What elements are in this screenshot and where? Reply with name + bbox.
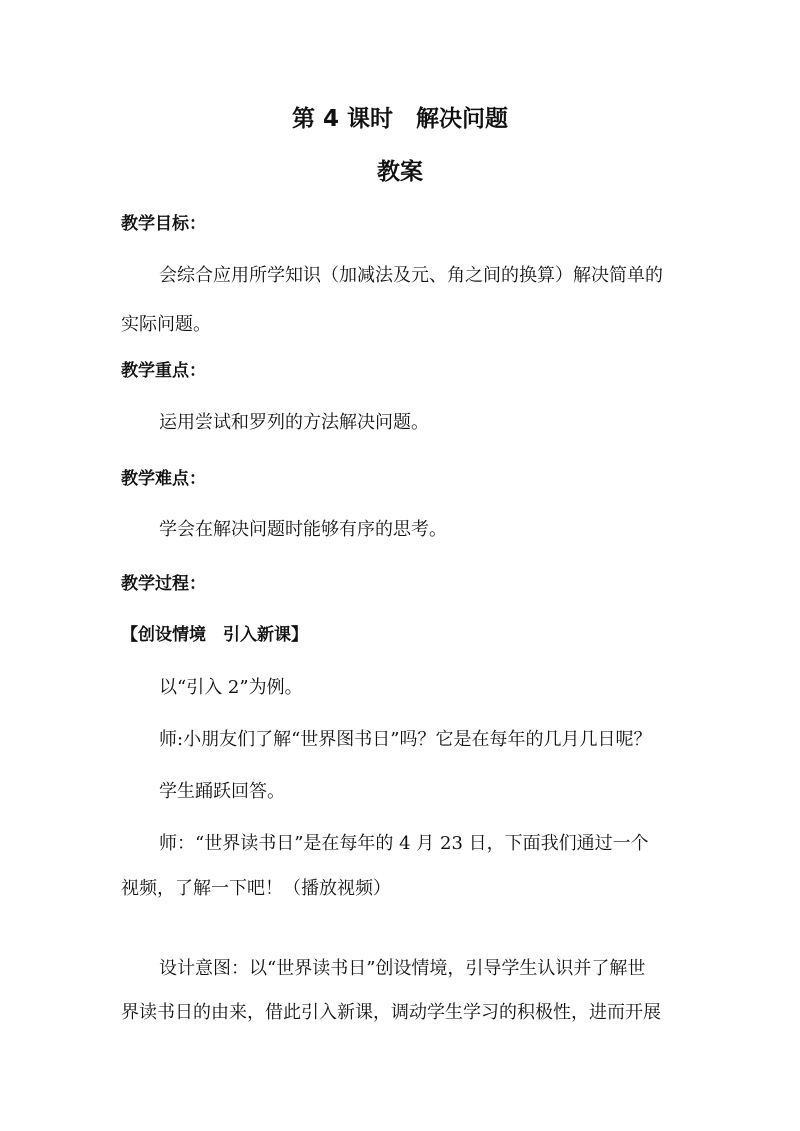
design-intent-line1: 设计意图：以“世界读书日”创设情境，引导学生认识并了解世 xyxy=(159,958,646,979)
section-heading: 【创设情境 引入新课】 xyxy=(121,625,308,645)
lesson-title: 第 4 课时 解决问题 xyxy=(291,106,509,132)
lesson-subtitle: 教案 xyxy=(377,159,423,185)
process-heading: 教学过程： xyxy=(121,574,206,594)
difficulty-text: 学会在解决问题时能够有序的思考。 xyxy=(159,519,447,540)
difficulty-heading: 教学难点： xyxy=(121,469,206,489)
focus-heading: 教学重点： xyxy=(121,361,206,381)
goal-text-line1: 会综合应用所学知识（加减法及元、角之间的换算）解决简单的 xyxy=(159,265,663,286)
goal-text-line2: 实际问题。 xyxy=(121,314,211,335)
paragraph-teacher-explain-line2: 视频，了解一下吧！（播放视频） xyxy=(121,878,391,899)
focus-text: 运用尝试和罗列的方法解决问题。 xyxy=(159,412,429,433)
paragraph-intro: 以“引入 2”为例。 xyxy=(159,677,303,698)
paragraph-student-answer: 学生踊跃回答。 xyxy=(159,781,285,802)
paragraph-teacher-explain-line1: 师：“世界读书日”是在每年的 4 月 23 日，下面我们通过一个 xyxy=(159,833,649,854)
paragraph-teacher-question: 师:小朋友们了解“世界图书日”吗？它是在每年的几月几日呢？ xyxy=(159,729,652,750)
design-intent-line2: 界读书日的由来，借此引入新课，调动学生学习的积极性，进而开展 xyxy=(121,1002,661,1023)
goal-heading: 教学目标： xyxy=(121,214,206,234)
